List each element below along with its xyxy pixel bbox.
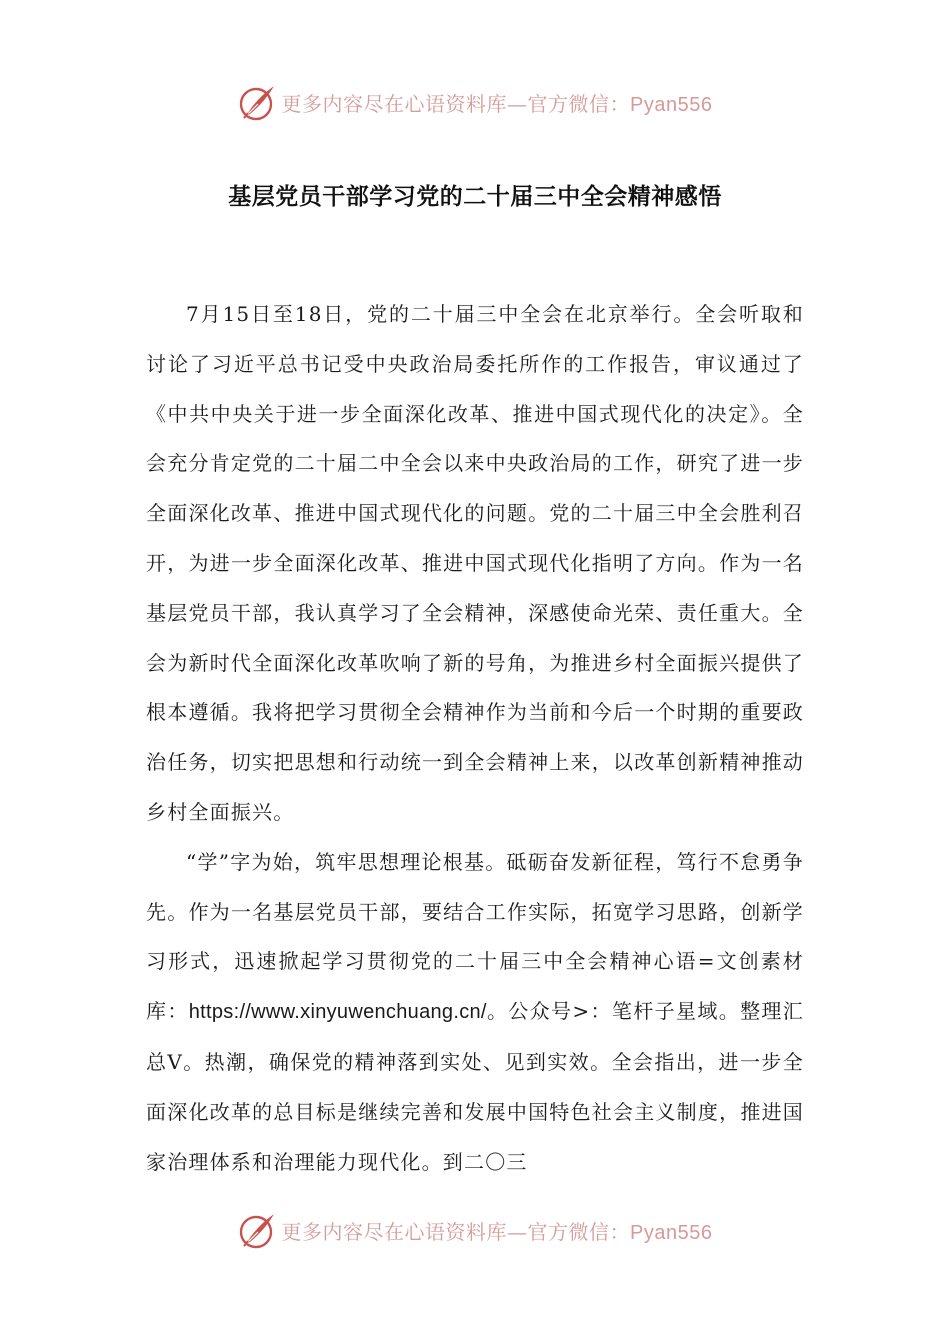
footer-banner: [0, 1208, 950, 1252]
banner-text: 更多内容尽在心语资料库—官方微信：Pyan556: [281, 91, 713, 116]
wechat-id: Pyan556: [630, 93, 713, 116]
quill-logo-icon: [238, 1210, 278, 1250]
website-url: https://www.xinyuwenchuang.cn/: [188, 1001, 487, 1024]
header-banner: [0, 80, 950, 124]
paragraph-2: “学”字为始，筑牢思想理论根基。砥砺奋发新征程，笃行不怠勇争先。作为一名基层党员干部，要结合工作实际，拓宽学习思路，创新学习形式，迅速掀起学习贯彻党的二十届三中全会精神心语=文创素材库：https://www.xinyuwenchuang.cn/。公众号>：笔杆子星域。整理汇总V。热潮，确保党的精神落到实处、见到实效。全会指出，进一步全面深化改革的总目标是继续完善和发展中国特色社会主义制度，推进国家治理体系和治理能力现代化。到二〇三: [146, 849, 804, 1174]
document-title: 基层党员干部学习党的二十届三中全会精神感悟: [228, 184, 722, 210]
document-body: [146, 290, 804, 1187]
banner-text: 更多内容尽在心语资料库—官方微信：Pyan556: [281, 1219, 713, 1244]
wechat-id: Pyan556: [630, 1221, 713, 1244]
quill-logo-icon: [238, 82, 278, 122]
paragraph-1: 7月15日至18日，党的二十届三中全会在北京举行。全会听取和讨论了习近平总书记受中央政治局委托所作的工作报告，审议通过了《中共中央关于进一步全面深化改革、推进中国式现代化的决定》。全会充分肯定党的二十届二中全会以来中央政治局的工作，研究了进一步全面深化改革、推进中国式现代化的问题。党的二十届三中全会胜利召开，为进一步全面深化改革、推进中国式现代化指明了方向。作为一名基层党员干部，我认真学习了全会精神，深感使命光荣、责任重大。全会为新时代全面深化改革吹响了新的号角，为推进乡村全面振兴提供了根本遵循。我将把学习贯彻全会精神作为当前和今后一个时期的重要政治任务，切实把思想和行动统一到全会精神上来，以改革创新精神推动乡村全面振兴。: [146, 302, 804, 824]
